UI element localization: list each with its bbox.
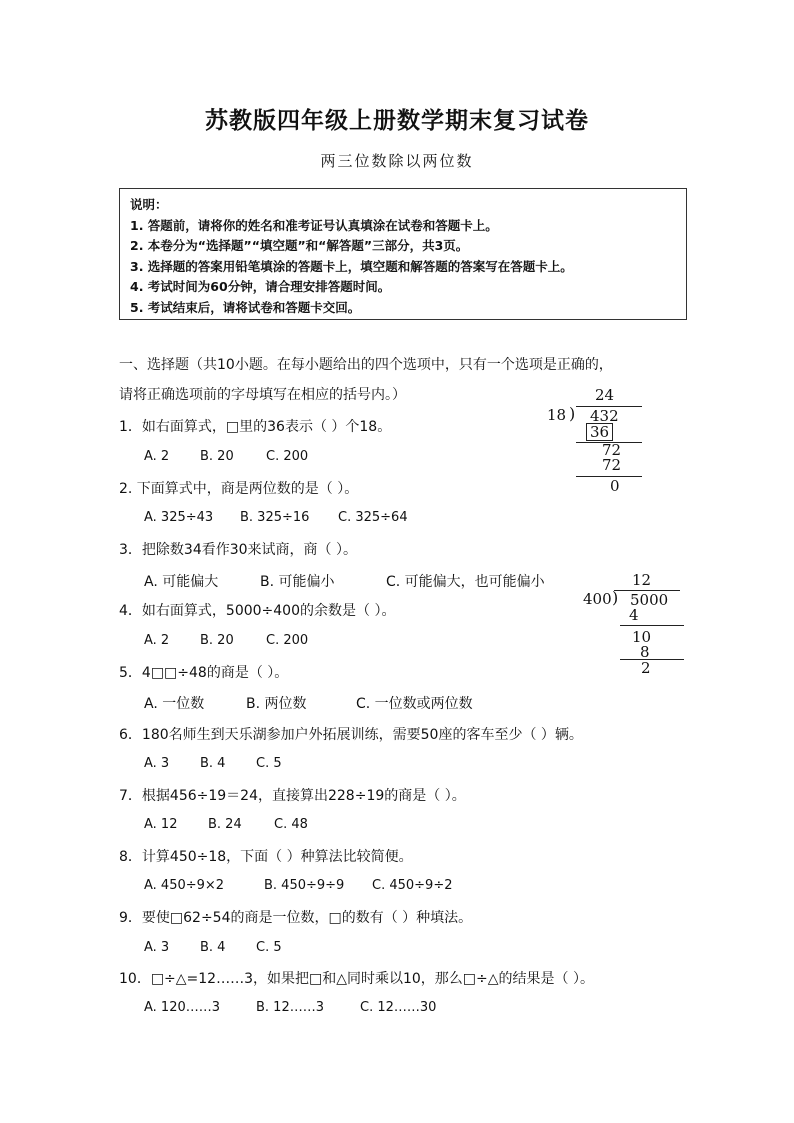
option-b: B. 4: [200, 756, 226, 771]
option-b: B. 4: [200, 940, 226, 955]
division2-divisor: 400: [583, 590, 612, 608]
option-b: B. 可能偏小: [260, 574, 335, 590]
option-a: A. 2: [144, 449, 170, 464]
question-1: 1．如右面算式，□里的36表示（ ）个18。: [119, 419, 392, 435]
question-5: 5．4□□÷48的商是（ ）。: [119, 665, 289, 681]
option-a: A. 一位数: [144, 696, 205, 712]
question-6-options: [144, 756, 282, 771]
option-b: B. 20: [200, 633, 234, 648]
page-title: 苏教版四年级上册数学期末复习试卷: [205, 107, 589, 134]
question-8-options: [144, 878, 452, 893]
instructions-heading: 说明：: [130, 197, 168, 212]
division1-step2b: 72: [602, 456, 622, 474]
instruction-item: 1. 答题前，请将你的姓名和准考证号认真填涂在试卷和答题卡上。: [130, 217, 498, 233]
question-5-options: [144, 693, 473, 713]
question-9-options: [144, 940, 282, 955]
division1-divisor: 18: [547, 406, 567, 424]
question-4-options: [144, 633, 308, 648]
option-c: C. 200: [266, 633, 309, 648]
question-8: 8．计算450÷18，下面（ ）种算法比较简便。: [119, 849, 413, 865]
instruction-item: 3. 选择题的答案用铅笔填涂的答题卡上，填空题和解答题的答案写在答题卡上。: [130, 258, 573, 274]
question-6: 6．180名师生到天乐湖参加户外拓展训练，需要50座的客车至少（ ）辆。: [119, 727, 583, 743]
option-c: C. 325÷64: [338, 510, 408, 525]
option-a: A. 3: [144, 940, 170, 955]
question-7-options: [144, 817, 308, 832]
question-3-options: [144, 571, 545, 591]
option-b: B. 20: [200, 449, 234, 464]
division2-remainder: 2: [641, 659, 651, 677]
division2-step2a: 10: [632, 628, 652, 646]
question-3: 3．把除数34看作30来试商，商（ ）。: [119, 542, 357, 558]
question-10: 10．□÷△=12……3，如果把□和△同时乘以10，那么□÷△的结果是（ ）。: [119, 971, 594, 987]
option-b: B. 12……3: [256, 1000, 324, 1015]
question-2-options: [144, 510, 408, 525]
division2-step2b: 8: [640, 643, 650, 661]
division1-dividend: 432: [590, 407, 619, 425]
option-a: A. 450÷9×2: [144, 878, 225, 893]
section-heading-line2: 请将正确选项前的字母填写在相应的括号内。）: [119, 387, 406, 403]
option-b: B. 两位数: [246, 696, 307, 712]
option-b: B. 450÷9÷9: [264, 878, 345, 893]
question-9: 9．要使□62÷54的商是一位数，□的数有（ ）种填法。: [119, 910, 473, 926]
division1-quotient: 24: [595, 386, 615, 404]
option-a: A. 12: [144, 817, 178, 832]
option-c: C. 可能偏大，也可能偏小: [386, 574, 545, 590]
question-2: 2. 下面算式中，商是两位数的是（ ）。: [119, 481, 359, 497]
division1-remainder: 0: [610, 477, 620, 495]
instruction-item: 2. 本卷分为“选择题”“填空题”和“解答题”三部分，共3页。: [130, 238, 469, 253]
option-c: C. 5: [256, 940, 282, 955]
division2-step1: 4: [629, 606, 639, 624]
option-a: A. 可能偏大: [144, 574, 219, 590]
question-4: 4．如右面算式，5000÷400的余数是（ ）。: [119, 603, 396, 619]
option-c: C. 12……30: [360, 1000, 437, 1015]
division2-dividend: 5000: [630, 591, 669, 609]
division1-step2a: 72: [602, 441, 622, 459]
option-c: C. 200: [266, 449, 309, 464]
division2-rule-2: [620, 659, 684, 660]
question-1-options: [144, 449, 308, 464]
instruction-item: 4. 考试时间为60分钟，请合理安排答题时间。: [130, 279, 391, 294]
instruction-item: 5. 考试结束后，请将试卷和答题卡交回。: [130, 299, 361, 315]
option-a: A. 3: [144, 756, 170, 771]
division1-boxed-product: 36: [586, 423, 613, 441]
option-b: B. 325÷16: [240, 510, 310, 525]
option-a: A. 2: [144, 633, 170, 648]
option-c: C. 450÷9÷2: [372, 878, 453, 893]
option-c: C. 5: [256, 756, 282, 771]
option-c: C. 一位数或两位数: [356, 696, 473, 712]
section-heading-line1: 一、选择题（共10小题。在每小题给出的四个选项中，只有一个选项是正确的，: [119, 357, 613, 373]
option-a: A. 120……3: [144, 1000, 221, 1015]
division1-bracket: ): [569, 404, 576, 423]
option-c: C. 48: [274, 817, 308, 832]
question-10-options: [144, 1000, 436, 1015]
division1-rule-2: [576, 476, 642, 477]
division2-rule-1: [620, 625, 684, 626]
option-b: B. 24: [208, 817, 242, 832]
division2-bracket: ): [612, 588, 619, 607]
option-a: A. 325÷43: [144, 510, 214, 525]
question-7: 7．根据456÷19＝24，直接算出228÷19的商是（ ）。: [119, 788, 466, 804]
division2-quotient: 12: [632, 571, 652, 589]
page-subtitle: 两三位数除以两位数: [320, 152, 474, 170]
instructions-box: [119, 188, 687, 320]
